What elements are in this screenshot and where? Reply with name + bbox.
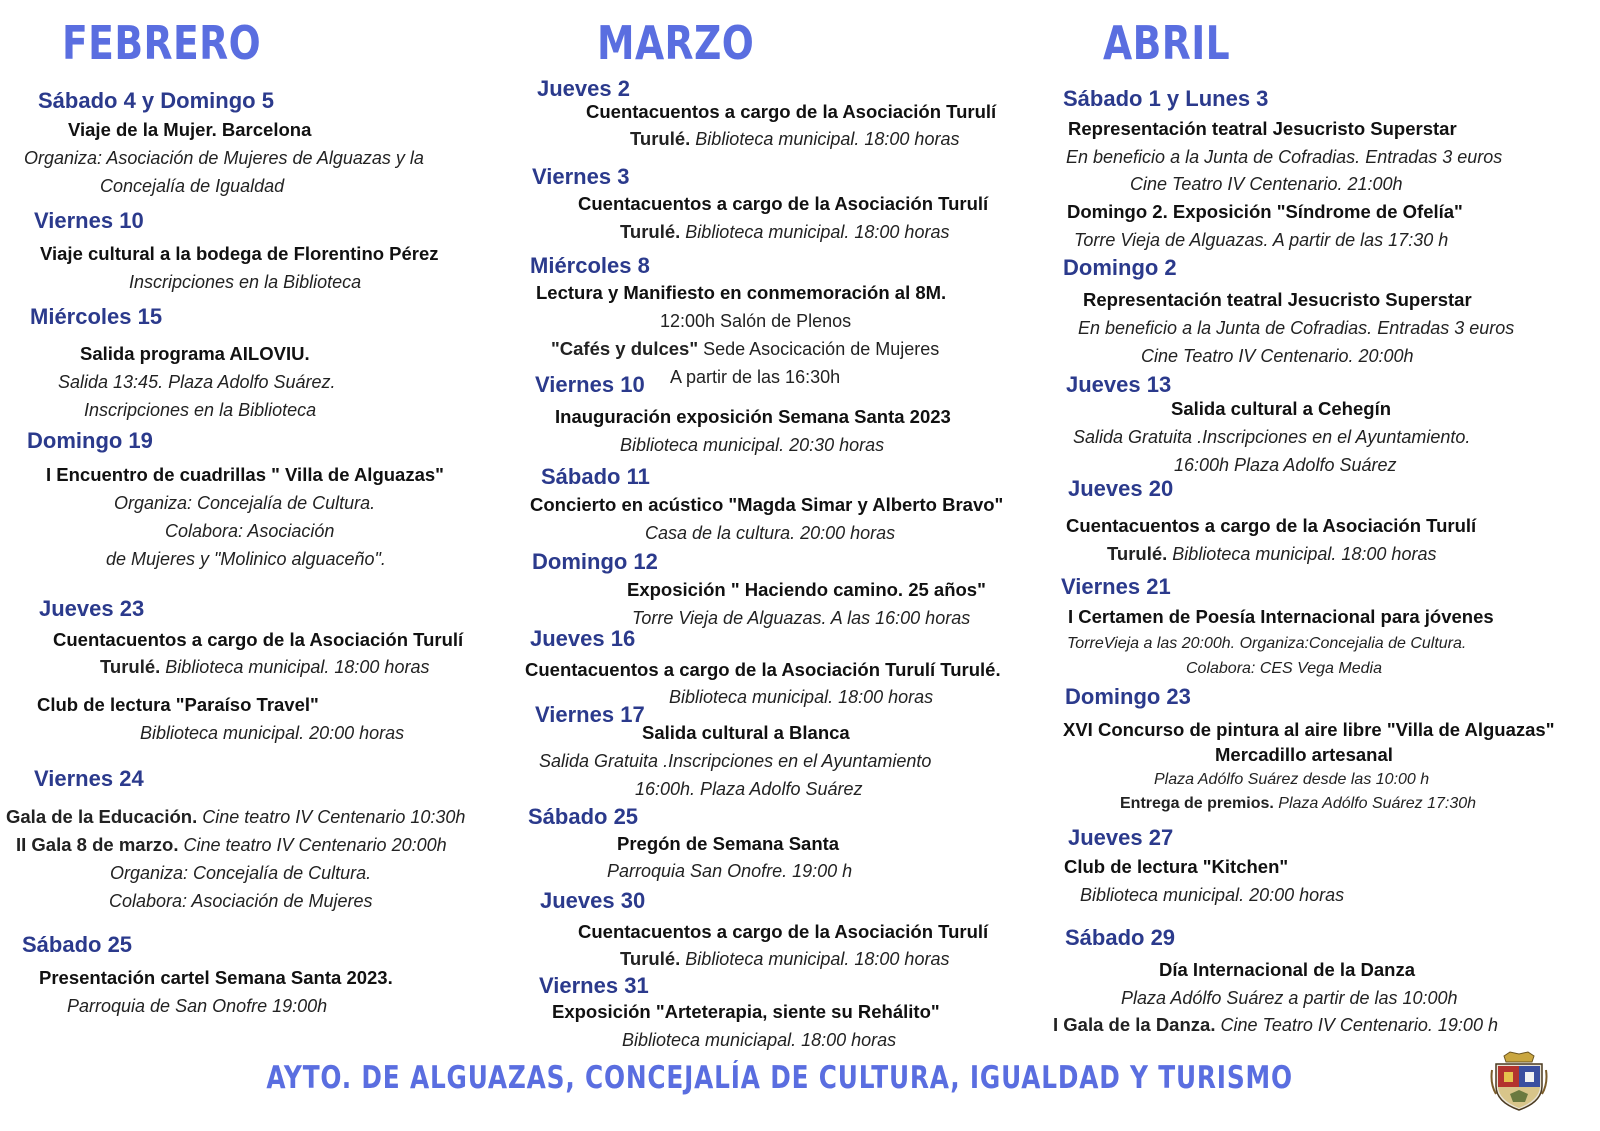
event-title: Salida programa AILOVIU. — [80, 343, 310, 364]
event-detail-italic: Biblioteca municipal. 18:00 horas — [160, 657, 430, 677]
date-heading: Sábado 4 y Domingo 5 — [38, 88, 274, 113]
date-heading: Jueves 13 — [1066, 372, 1172, 397]
date-heading: Viernes 3 — [532, 164, 630, 189]
event-title: Representación teatral Jesucristo Superstar — [1083, 289, 1472, 310]
event-detail-text: Sede Asocicación de Mujeres — [698, 339, 940, 359]
event-detail-bold: Turulé. — [100, 656, 161, 677]
event-detail: Torre Vieja de Alguazas. A las 16:00 horas — [632, 608, 971, 628]
event-detail-bold: Turulé. — [630, 128, 691, 149]
event-detail-italic: Cine Teatro IV Centenario. 19:00 h — [1215, 1015, 1498, 1035]
month-title-febrero: FEBRERO — [62, 16, 262, 70]
event-detail: Organiza: Asociación de Mujeres de Alguazas y la — [24, 148, 424, 168]
event-title: Cuentacuentos a cargo de la Asociación Turulí — [53, 629, 464, 650]
date-heading: Miércoles 15 — [30, 304, 163, 329]
event-title: Día Internacional de la Danza — [1159, 959, 1415, 980]
event-title: Mercadillo artesanal — [1215, 744, 1393, 765]
event-detail: Organiza: Concejalía de Cultura. — [114, 493, 376, 513]
date-heading: Domingo 19 — [27, 428, 153, 453]
event-detail: Colabora: Asociación de Mujeres — [109, 891, 373, 911]
event-detail-italic: Biblioteca municipal. 18:00 horas — [690, 129, 960, 149]
event-title: Salida cultural a Cehegín — [1171, 398, 1392, 419]
event-detail: Concejalía de Igualdad — [100, 176, 285, 196]
event-title: Cuentacuentos a cargo de la Asociación Turulí — [586, 101, 997, 122]
event-detail — [1053, 1013, 1498, 1037]
event-detail-italic: Plaza Adólfo Suárez 17:30h — [1273, 795, 1477, 812]
date-heading: Jueves 16 — [530, 626, 636, 651]
event-detail: En beneficio a la Junta de Cofradias. Entradas 3 euros — [1078, 318, 1515, 338]
event-detail: Biblioteca municipal. 20:00 horas — [140, 723, 405, 743]
date-heading: Jueves 23 — [39, 596, 145, 621]
event-title: Lectura y Manifiesto en conmemoración al 8M. — [536, 282, 947, 303]
event-detail: de Mujeres y "Molinico alguaceño". — [106, 549, 386, 569]
event-detail: 12:00h Salón de Plenos — [660, 311, 852, 331]
event-title: Viaje de la Mujer. Barcelona — [68, 119, 312, 140]
date-heading: Viernes 21 — [1061, 574, 1171, 599]
event-title: Exposición " Haciendo camino. 25 años" — [627, 579, 986, 600]
date-heading: Viernes 17 — [535, 702, 645, 727]
event-title: Inauguración exposición Semana Santa 2023 — [555, 406, 951, 427]
date-heading: Jueves 2 — [537, 76, 630, 101]
event-title: Club de lectura "Kitchen" — [1064, 856, 1289, 877]
date-heading: Domingo 2 — [1063, 255, 1177, 280]
event-detail: Casa de la cultura. 20:00 horas — [645, 523, 896, 543]
event-detail: Parroquia de San Onofre 19:00h — [67, 996, 328, 1016]
event-detail-italic: Biblioteca municipal. 18:00 horas — [1167, 544, 1437, 564]
event-detail-bold: Gala de la Educación. — [6, 806, 198, 827]
date-heading: Viernes 10 — [535, 372, 645, 397]
event-detail: Cine Teatro IV Centenario. 21:00h — [1130, 174, 1403, 194]
date-heading: Sábado 11 — [541, 464, 650, 489]
event-title: Cuentacuentos a cargo de la Asociación Turulí — [578, 193, 989, 214]
event-title: Cuentacuentos a cargo de la Asociación Turulí — [578, 921, 989, 942]
event-detail: Plaza Adólfo Suárez a partir de las 10:00h — [1121, 988, 1458, 1008]
date-heading: Viernes 10 — [34, 208, 144, 233]
event-detail: Torre Vieja de Alguazas. A partir de las 17:30 h — [1074, 230, 1449, 250]
date-heading: Sábado 25 — [22, 932, 133, 957]
event-title: Concierto en acústico "Magda Simar y Alberto Bravo" — [530, 494, 1004, 515]
event-detail-bold: Turulé. — [620, 948, 681, 969]
event-detail: En beneficio a la Junta de Cofradias. Entradas 3 euros — [1066, 147, 1503, 167]
event-detail: Organiza: Concejalía de Cultura. — [110, 863, 372, 883]
event-detail — [1120, 792, 1476, 816]
date-heading: Jueves 27 — [1068, 825, 1174, 850]
event-detail-italic: Biblioteca municipal. 18:00 horas — [680, 949, 950, 969]
event-title: I Encuentro de cuadrillas " Villa de Alguazas" — [46, 464, 444, 485]
footer-text: AYTO. DE ALGUAZAS, CONCEJALÍA DE CULTURA, IGUALDAD Y TURISMO — [266, 1060, 1294, 1096]
event-detail: Plaza Adólfo Suárez desde las 10:00 h — [1154, 771, 1430, 788]
date-heading: Domingo 12 — [532, 549, 658, 574]
date-heading: Sábado 1 y Lunes 3 — [1063, 86, 1269, 111]
event-detail: Salida Gratuita .Inscripciones en el Ayuntamiento. — [1073, 427, 1471, 447]
event-detail: Biblioteca municiapal. 18:00 horas — [622, 1030, 897, 1050]
month-title-abril: ABRIL — [1103, 16, 1231, 70]
event-detail: Colabora: CES Vega Media — [1186, 660, 1382, 677]
event-detail — [100, 655, 429, 679]
event-title: Domingo 2. Exposición "Síndrome de Ofelía" — [1067, 201, 1463, 222]
event-title: Viaje cultural a la bodega de Florentino Pérez — [40, 243, 439, 264]
date-heading: Jueves 30 — [540, 888, 646, 913]
event-detail — [630, 127, 959, 151]
date-heading: Viernes 24 — [34, 766, 144, 791]
event-detail — [620, 947, 949, 971]
event-detail-bold: Entrega de premios. — [1120, 795, 1274, 812]
date-heading: Sábado 25 — [528, 804, 639, 829]
event-title: I Certamen de Poesía Internacional para jóvenes — [1068, 606, 1494, 627]
event-detail — [620, 220, 949, 244]
event-title: Cuentacuentos a cargo de la Asociación Turulí Turulé. — [525, 659, 1001, 680]
event-detail-italic: Cine teatro IV Centenario 20:00h — [178, 835, 447, 855]
event-detail: Inscripciones en la Biblioteca — [129, 272, 362, 292]
date-heading: Domingo 23 — [1065, 684, 1191, 709]
event-detail: TorreVieja a las 20:00h. Organiza:Concejalia de Cultura. — [1067, 635, 1467, 652]
event-detail-bold: I Gala de la Danza. — [1053, 1014, 1216, 1035]
event-detail — [6, 805, 465, 829]
event-title: Cuentacuentos a cargo de la Asociación Turulí — [1066, 515, 1477, 536]
event-title: Club de lectura "Paraíso Travel" — [37, 694, 319, 715]
event-detail-bold: II Gala 8 de marzo. — [16, 834, 179, 855]
event-detail: Salida Gratuita .Inscripciones en el Ayuntamiento — [539, 751, 932, 771]
event-detail-bold: Turulé. — [1107, 543, 1168, 564]
event-title: Salida cultural a Blanca — [642, 722, 850, 743]
footer-credit — [0, 1058, 1560, 1098]
event-detail: Inscripciones en la Biblioteca — [84, 400, 317, 420]
event-detail — [16, 833, 447, 857]
event-detail-bold: "Cafés y dulces" — [551, 338, 699, 359]
event-detail-bold: Turulé. — [620, 221, 681, 242]
event-detail: Biblioteca municipal. 20:00 horas — [1080, 885, 1345, 905]
event-detail — [1107, 542, 1436, 566]
event-detail: 16:00h Plaza Adolfo Suárez — [1174, 455, 1397, 475]
event-detail: Cine Teatro IV Centenario. 20:00h — [1141, 346, 1414, 366]
event-title: Representación teatral Jesucristo Superstar — [1068, 118, 1457, 139]
event-detail: 16:00h. Plaza Adolfo Suárez — [635, 779, 863, 799]
event-detail: Parroquia San Onofre. 19:00 h — [607, 861, 853, 881]
event-detail-italic: Biblioteca municipal. 18:00 horas — [680, 222, 950, 242]
event-detail: Salida 13:45. Plaza Adolfo Suárez. — [58, 372, 336, 392]
event-title: Exposición "Arteterapia, siente su Rehálito" — [552, 1001, 940, 1022]
month-title-marzo: MARZO — [597, 16, 755, 70]
event-detail: Colabora: Asociación — [165, 521, 335, 541]
date-heading: Jueves 20 — [1068, 476, 1174, 501]
event-detail: A partir de las 16:30h — [670, 367, 841, 387]
event-title: Presentación cartel Semana Santa 2023. — [39, 967, 393, 988]
event-detail — [551, 337, 939, 361]
event-title: Pregón de Semana Santa — [617, 833, 840, 854]
event-title: XVI Concurso de pintura al aire libre "Villa de Alguazas" — [1063, 719, 1555, 740]
event-detail: Biblioteca municipal. 18:00 horas — [669, 687, 934, 707]
event-detail: Biblioteca municipal. 20:30 horas — [620, 435, 885, 455]
event-detail-italic: Cine teatro IV Centenario 10:30h — [197, 807, 466, 827]
coat-of-arms-icon — [1490, 1050, 1548, 1112]
date-heading: Viernes 31 — [539, 973, 649, 998]
date-heading: Miércoles 8 — [530, 253, 650, 278]
date-heading: Sábado 29 — [1065, 925, 1176, 950]
